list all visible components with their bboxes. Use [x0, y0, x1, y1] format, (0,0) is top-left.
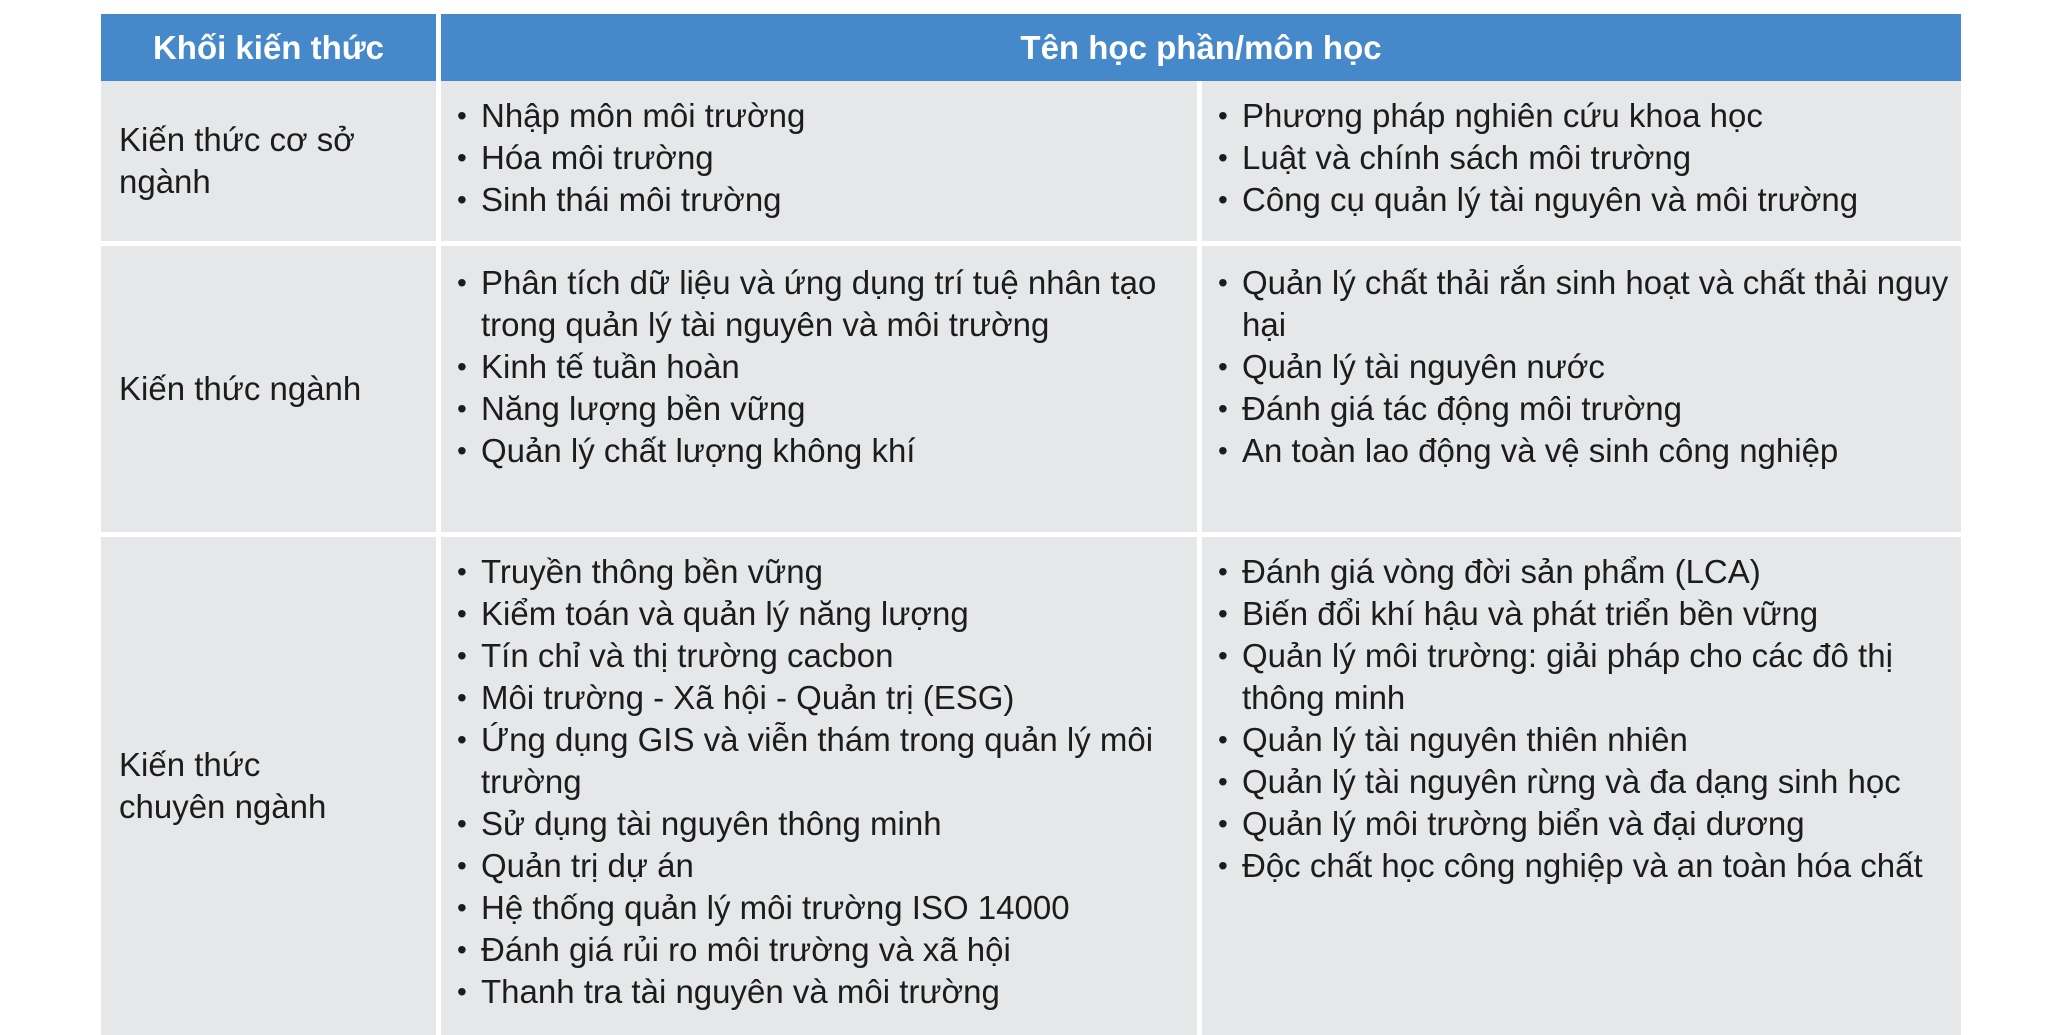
bullet-icon: •	[457, 892, 467, 923]
bullet-icon: •	[1218, 598, 1228, 629]
list-item	[1202, 179, 1961, 221]
list-item	[441, 635, 1197, 677]
list-item	[441, 388, 1197, 430]
course-name: Truyền thông bền vững	[481, 553, 823, 590]
course-name: Phân tích dữ liệu và ứng dụng trí tuệ nhân tạo trong quản lý tài nguyên và môi trường	[481, 264, 1157, 343]
list-item	[441, 803, 1197, 845]
course-name: Nhập môn môi trường	[481, 97, 806, 134]
course-name: Quản lý môi trường: giải pháp cho các đô thị thông minh	[1242, 637, 1893, 716]
curriculum-table	[101, 14, 1961, 1035]
bullet-icon: •	[457, 556, 467, 587]
course-name: Biến đổi khí hậu và phát triển bền vững	[1242, 595, 1819, 632]
bullet-icon: •	[457, 976, 467, 1007]
bullet-icon: •	[457, 184, 467, 215]
bullet-icon: •	[1218, 556, 1228, 587]
course-list-cell-right	[1202, 81, 1961, 246]
header-course-name: Tên học phần/môn học	[441, 14, 1961, 81]
course-list	[441, 551, 1197, 1013]
list-item	[441, 719, 1197, 803]
course-name: Thanh tra tài nguyên và môi trường	[481, 973, 1000, 1010]
knowledge-block-label: Kiến thức chuyên ngành	[119, 746, 327, 825]
bullet-icon: •	[1218, 850, 1228, 881]
list-item	[441, 887, 1197, 929]
list-item	[1202, 719, 1961, 761]
table-row	[101, 81, 1961, 246]
course-name: Quản lý môi trường biển và đại dương	[1242, 805, 1805, 842]
course-name: Quản lý tài nguyên nước	[1242, 348, 1605, 385]
list-item	[1202, 761, 1961, 803]
list-item	[1202, 593, 1961, 635]
bullet-icon: •	[1218, 640, 1228, 671]
knowledge-block-label: Kiến thức cơ sở ngành	[119, 121, 355, 200]
bullet-icon: •	[457, 598, 467, 629]
bullet-icon: •	[457, 808, 467, 839]
bullet-icon: •	[1218, 100, 1228, 131]
table-header-row	[101, 14, 1961, 81]
course-name: Đánh giá tác động môi trường	[1242, 390, 1682, 427]
list-item	[1202, 803, 1961, 845]
course-list-cell-right	[1202, 537, 1961, 1035]
list-item	[441, 137, 1197, 179]
list-item	[441, 971, 1197, 1013]
course-name: Luật và chính sách môi trường	[1242, 139, 1692, 176]
list-item	[1202, 551, 1961, 593]
course-list	[1202, 551, 1961, 887]
bullet-icon: •	[457, 435, 467, 466]
list-item	[441, 346, 1197, 388]
list-item	[1202, 430, 1961, 472]
course-name: Kinh tế tuần hoàn	[481, 348, 740, 385]
course-name: Đánh giá rủi ro môi trường và xã hội	[481, 931, 1011, 968]
list-item	[1202, 388, 1961, 430]
bullet-icon: •	[457, 393, 467, 424]
list-item	[1202, 635, 1961, 719]
bullet-icon: •	[1218, 435, 1228, 466]
bullet-icon: •	[457, 351, 467, 382]
list-item	[441, 179, 1197, 221]
bullet-icon: •	[457, 850, 467, 881]
course-list-cell-left	[441, 81, 1202, 246]
knowledge-block-label: Kiến thức ngành	[119, 370, 362, 407]
bullet-icon: •	[457, 640, 467, 671]
bullet-icon: •	[1218, 393, 1228, 424]
knowledge-block-cell	[101, 246, 441, 537]
course-name: Môi trường - Xã hội - Quản trị (ESG)	[481, 679, 1015, 716]
list-item	[441, 593, 1197, 635]
bullet-icon: •	[457, 682, 467, 713]
list-item	[1202, 845, 1961, 887]
course-list-cell-left	[441, 537, 1202, 1035]
list-item	[441, 929, 1197, 971]
course-name: Năng lượng bền vững	[481, 390, 806, 427]
course-list	[441, 95, 1197, 221]
course-name: Hệ thống quản lý môi trường ISO 14000	[481, 889, 1070, 926]
course-name: Tín chỉ và thị trường cacbon	[481, 637, 894, 674]
header-knowledge-block: Khối kiến thức	[101, 14, 441, 81]
knowledge-block-cell	[101, 81, 441, 246]
course-name: Quản lý chất lượng không khí	[481, 432, 916, 469]
bullet-icon: •	[1218, 808, 1228, 839]
bullet-icon: •	[1218, 351, 1228, 382]
bullet-icon: •	[457, 142, 467, 173]
list-item	[441, 677, 1197, 719]
list-item	[1202, 262, 1961, 346]
list-item	[441, 430, 1197, 472]
course-name: An toàn lao động và vệ sinh công nghiệp	[1242, 432, 1839, 469]
course-list-cell-right	[1202, 246, 1961, 537]
course-name: Phương pháp nghiên cứu khoa học	[1242, 97, 1763, 134]
list-item	[441, 262, 1197, 346]
course-name: Đánh giá vòng đời sản phẩm (LCA)	[1242, 553, 1761, 590]
table-row	[101, 246, 1961, 537]
course-name: Kiểm toán và quản lý năng lượng	[481, 595, 969, 632]
bullet-icon: •	[1218, 766, 1228, 797]
course-name: Ứng dụng GIS và viễn thám trong quản lý môi trường	[481, 721, 1154, 800]
table-row	[101, 537, 1961, 1035]
bullet-icon: •	[1218, 267, 1228, 298]
bullet-icon: •	[457, 267, 467, 298]
course-name: Quản lý tài nguyên thiên nhiên	[1242, 721, 1688, 758]
course-list-cell-left	[441, 246, 1202, 537]
bullet-icon: •	[1218, 142, 1228, 173]
course-name: Sử dụng tài nguyên thông minh	[481, 805, 942, 842]
course-list	[1202, 262, 1961, 472]
course-name: Quản trị dự án	[481, 847, 694, 884]
bullet-icon: •	[457, 934, 467, 965]
course-name: Quản lý tài nguyên rừng và đa dạng sinh học	[1242, 763, 1901, 800]
course-name: Sinh thái môi trường	[481, 181, 782, 218]
course-list	[441, 262, 1197, 472]
bullet-icon: •	[457, 100, 467, 131]
list-item	[441, 95, 1197, 137]
course-list	[1202, 95, 1961, 221]
list-item	[441, 551, 1197, 593]
knowledge-block-cell	[101, 537, 441, 1035]
bullet-icon: •	[1218, 724, 1228, 755]
course-name: Công cụ quản lý tài nguyên và môi trường	[1242, 181, 1859, 218]
list-item	[1202, 137, 1961, 179]
course-name: Hóa môi trường	[481, 139, 714, 176]
list-item	[1202, 346, 1961, 388]
list-item	[1202, 95, 1961, 137]
course-name: Quản lý chất thải rắn sinh hoạt và chất thải nguy hại	[1242, 264, 1949, 343]
bullet-icon: •	[1218, 184, 1228, 215]
list-item	[441, 845, 1197, 887]
bullet-icon: •	[457, 724, 467, 755]
course-name: Độc chất học công nghiệp và an toàn hóa chất	[1242, 847, 1923, 884]
